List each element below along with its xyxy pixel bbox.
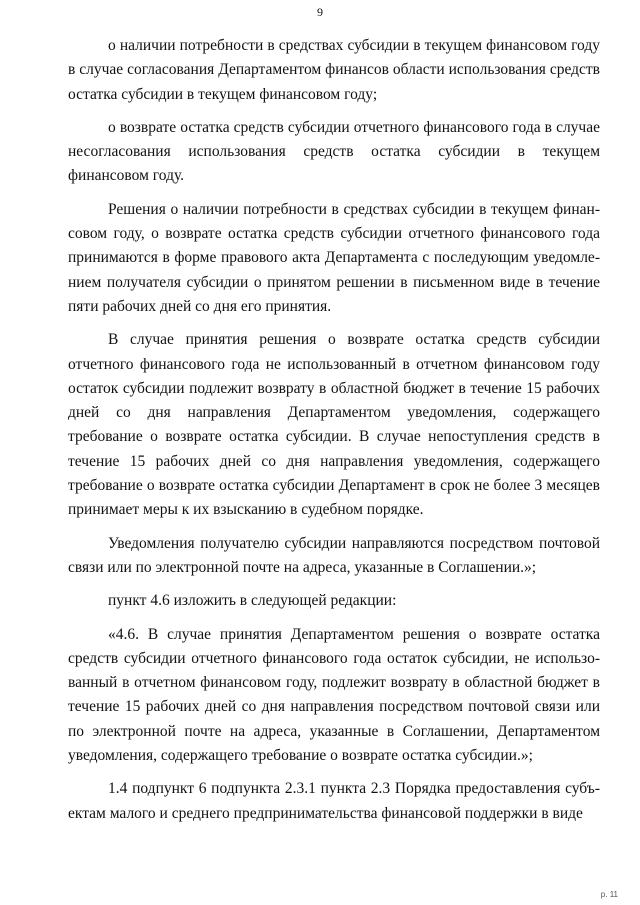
footer-mark: р. 11 [600,890,618,899]
paragraph: пункт 4.6 изложить в следующей редакции: [108,592,397,610]
paragraph: о возврате остатка средств субсидии отчетного финансового года в случае несогласования использования средств остатка субсидии в текущем финансовом году. [68,118,600,185]
page-number: 9 [317,5,323,19]
paragraph: 1.4 подпункт 6 подпункта 2.3.1 пункта 2.3 Порядка предоставления субъектам малого и среднего предпринимательства финансовой поддержки в виде [68,780,600,822]
document-body [68,34,600,826]
paragraph: о наличии потребности в средствах субсидии в текущем финансовом году в случае согласования Департаментом финансов области использования средств остатка субсидии в текущем финансовом году; [68,37,600,103]
paragraph: «4.6. В случае принятия Департаментом решения о возврате остатка средств субсидии отчетного финансового года остаток субсидии, не использованный в отчетном финансовом году, подлежит возврату в областной бюджет в течение 15 рабочих дней со дня направления посредством почтовой связи или по электронной почте на адреса, указанные в Соглашении, Департаментом уведомления, содержащего требование о возврате остатка субсидии.»; [68,625,600,765]
paragraph: В случае принятия решения о возврате остатка средств субсидии отчетного финансового года не использованный в отчетном финансовом году остаток субсидии подлежит возврату в областной бюджет в течение 15 рабочих дней со дня направления Департаментом уведомления, содержащего требование о возврате остатка субсидии. В случае непоступления средств в течение 15 рабочих дней со дня направления уведомления, содержащего требование о возврате остатка субсидии Департамент в срок не более 3 месяцев принимает меры к их взысканию в судебном порядке. [68,331,600,519]
paragraph: Решения о наличии потребности в средствах субсидии в текущем финансовом году, о возврате остатка средств субсидии отчетного финансового года принимаются в форме правового акта Департамента с последующим уведомлением получателя субсидии о принятом решении в письменном виде в течение пяти рабочих дней со дня его принятия. [68,200,600,315]
paragraph: Уведомления получателю субсидии направляются посредством почтовой связи или по электронной почте на адреса, указанные в Соглашении.»; [68,534,600,576]
